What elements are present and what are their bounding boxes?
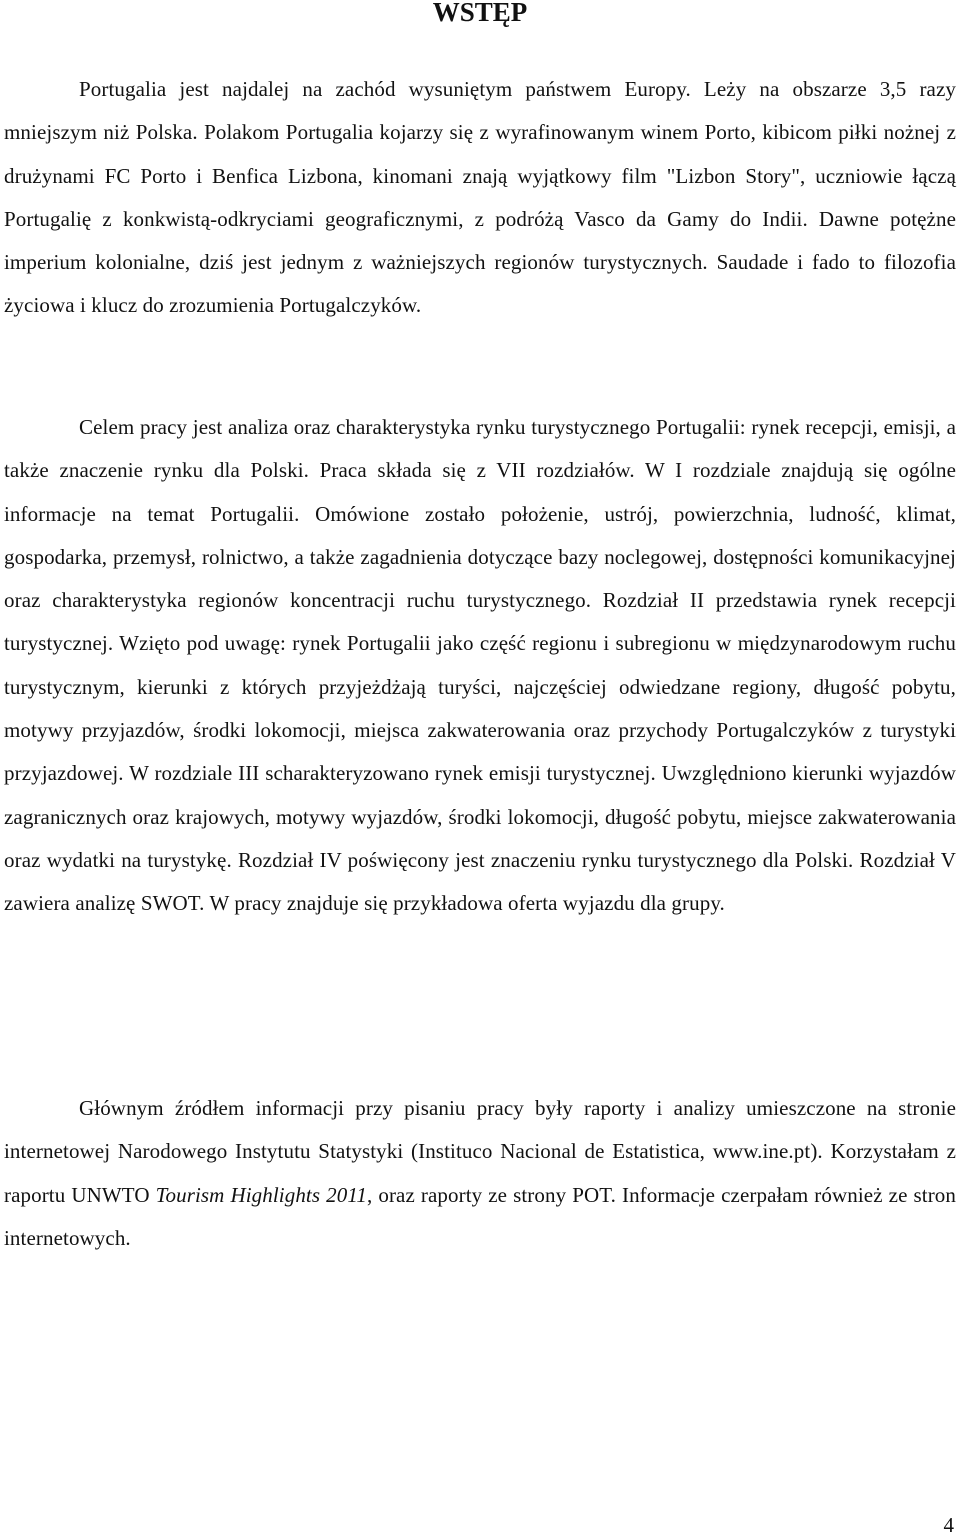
report-title: Tourism Highlights 2011 xyxy=(155,1182,367,1207)
paragraph-introduction: Portugalia jest najdalej na zachód wysuniętym państwem Europy. Leży na obszarze 3,5 razy mniejszym niż Polska. Polakom Portugalia kojarzy się z wyrafinowanym winem Porto, kibicom piłki nożnej z drużynami FC Porto i Benfica Lizbona, kinomani znają wyjątkowy film "Lizbon Story", uczniowie łączą Portugalię z konkwistą-odkryciami geograficznymi, z podróżą Vasco da Gamy do Indii. Dawne potężne imperium kolonialne, dziś jest jednym z ważniejszych regionów turystycznych. Saudade i fado to filozofia życiowa i klucz do zrozumienia Portugalczyków. xyxy=(4,77,956,318)
paragraph-sources xyxy=(4,1087,956,1260)
page-title: WSTĘP xyxy=(432,0,528,27)
sources-text-end: , oraz raporty ze strony POT. Informacje czerpałam również ze stron internetowych. xyxy=(4,1182,956,1250)
sources-text-start: Głównym źródłem informacji przy pisaniu pracy były raporty i analizy umieszczone na stronie internetowej Narodowego Instytutu Statystyki (Instituco Nacional de Estatistica, www.ine.pt). Korzystałam z raportu UNWTO xyxy=(4,1096,956,1207)
paragraph-thesis-structure: Celem pracy jest analiza oraz charakterystyka rynku turystycznego Portugalii: rynek recepcji, emisji, a także znaczenie rynku dla Polski. Praca składa się z VII rozdziałów. W I rozdziale znajdują się ogólne informacje na temat Portugalii. Omówione zostało położenie, ustrój, powierzchnia, ludność, klimat, gospodarka, przemysł, rolnictwo, a także zagadnienia dotyczące bazy noclegowej, dostępności komunikacyjnej oraz charakterystyka regionów koncentracji ruchu turystycznego. Rozdział II przedstawia rynek recepcji turystycznej. Wzięto pod uwagę: rynek Portugalii jako część regionu i subregionu w międzynarodowym ruchu turystycznym, kierunki z których przyjeżdżają turyści, najczęściej odwiedzane regiony, długość pobytu, motywy przyjazdów, środki lokomocji, miejsca zakwaterowania oraz przychody Portugalczyków z turystyki przyjazdowej. W rozdziale III scharakteryzowano rynek emisji turystycznej. Uwzględniono kierunki wyjazdów zagranicznych oraz krajowych, motywy wyjazdów, środki lokomocji, długość pobytu, miejsce zakwaterowania oraz wydatki na turystykę. Rozdział IV poświęcony jest znaczeniu rynku turystycznego dla Polski. Rozdział V zawiera analizę SWOT. W pracy znajduje się przykładowa oferta wyjazdu dla grupy. xyxy=(4,415,956,916)
page-number: 4 xyxy=(943,1513,954,1537)
